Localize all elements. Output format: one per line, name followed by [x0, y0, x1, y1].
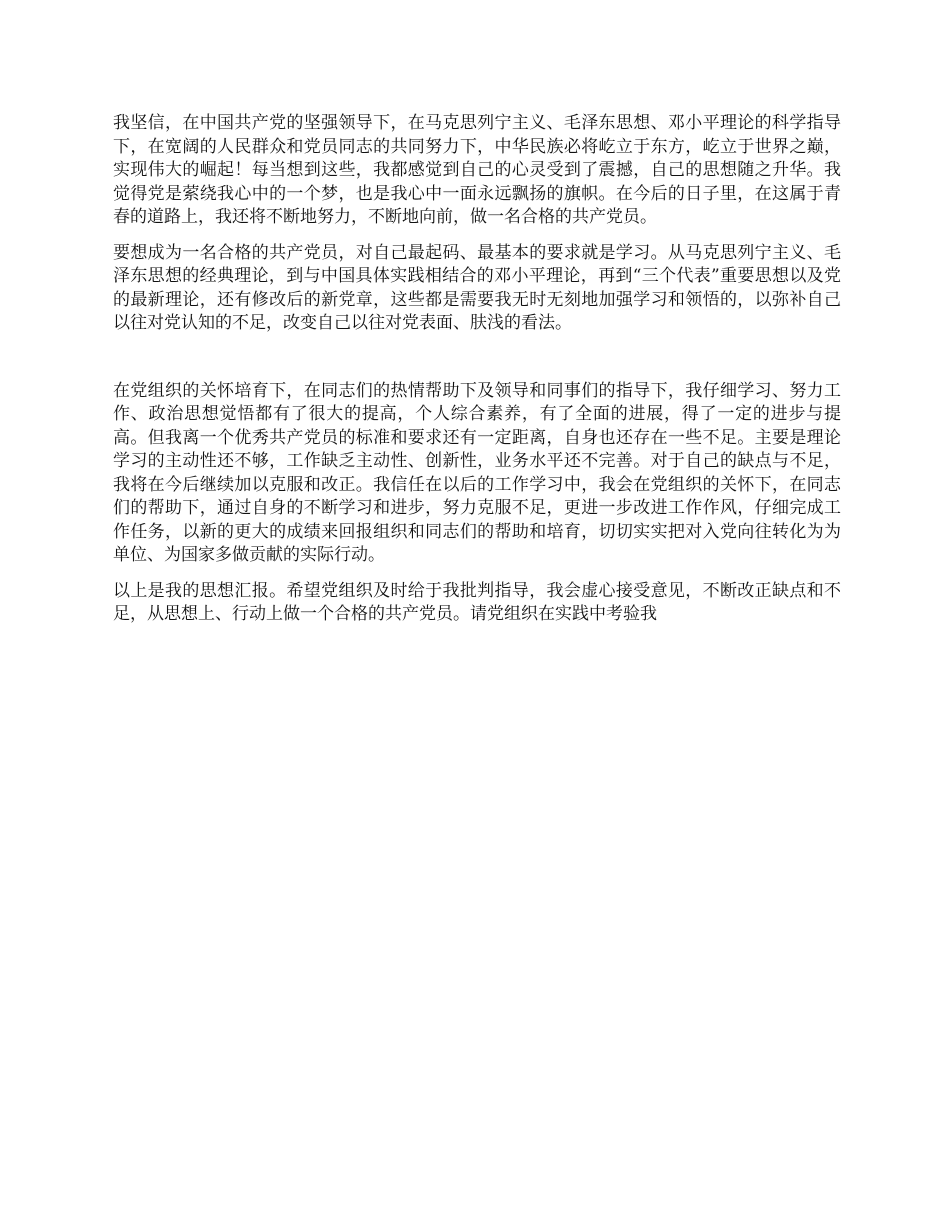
- paragraph-1: 我坚信，在中国共产党的坚强领导下，在马克思列宁主义、毛泽东思想、邓小平理论的科学指导下，在宽阔的人民群众和党员同志的共同努力下，中华民族必将屹立于东方，屹立于世界之巅，实现伟大的崛起！每当想到这些，我都感觉到自己的心灵受到了震撼，自己的思想随之升华。我觉得党是萦绕我心中的一个梦，也是我心中一面永远飘扬的旗帜。在今后的日子里，在这属于青春的道路上，我还将不断地努力，不断地向前，做一名合格的共产党员。: [113, 113, 841, 227]
- paragraph-2: 要想成为一名合格的共产党员，对自己最起码、最基本的要求就是学习。从马克思列宁主义、毛泽东思想的经典理论，到与中国具体实践相结合的邓小平理论，再到“三个代表”重要思想以及党的最新理论，还有修改后的新党章，这些都是需要我无时无刻地加强学习和领悟的，以弥补自己以往对党认知的不足，改变自己以往对党表面、肤浅的看法。: [113, 242, 841, 333]
- document-body: [113, 112, 841, 639]
- paragraph-gap: [113, 348, 841, 380]
- paragraph-4: 以上是我的思想汇报。希望党组织及时给于我批判指导，我会虚心接受意见，不断改正缺点和不足，从思想上、行动上做一个合格的共产党员。请党组织在实践中考验我: [113, 580, 841, 624]
- paragraph-3: 在党组织的关怀培育下，在同志们的热情帮助下及领导和同事们的指导下，我仔细学习、努力工作、政治思想觉悟都有了很大的提高，个人综合素养，有了全面的进展，得了一定的进步与提高。但我离一个优秀共产党员的标准和要求还有一定距离，自身也还存在一些不足。主要是理论学习的主动性还不够，工作缺乏主动性、创新性，业务水平还不完善。对于自己的缺点与不足，我将在今后继续加以克服和改正。我信任在以后的工作学习中，我会在党组织的关怀下，在同志们的帮助下，通过自身的不断学习和进步，努力克服不足，更进一步改进工作作风，仔细完成工作任务，以新的更大的成绩来回报组织和同志们的帮助和培育，切切实实把对入党向往转化为为单位、为国家多做贡献的实际行动。: [113, 380, 841, 565]
